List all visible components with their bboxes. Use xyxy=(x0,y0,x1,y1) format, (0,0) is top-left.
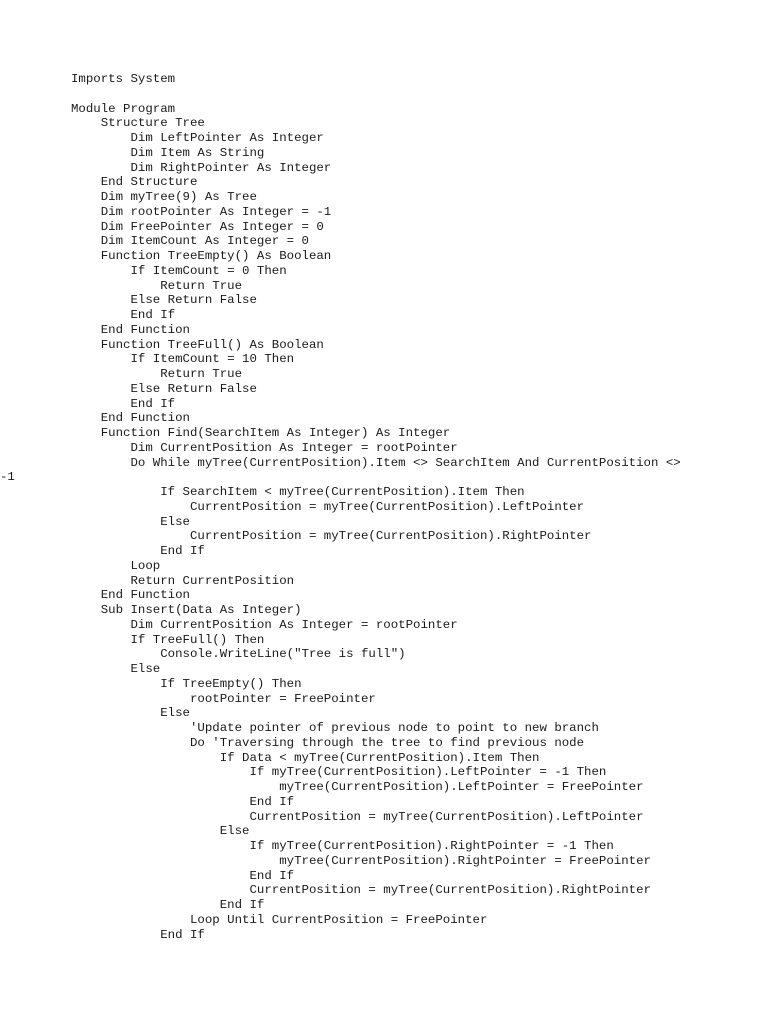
code-line: End If xyxy=(71,868,295,883)
code-line: CurrentPosition = myTree(CurrentPosition).LeftPointer xyxy=(71,809,644,824)
code-line: Imports System xyxy=(71,72,176,86)
code-line xyxy=(71,87,681,102)
code-line: Else xyxy=(71,824,250,839)
code-line: If Data < myTree(CurrentPosition).Item Then xyxy=(71,750,540,765)
code-line: CurrentPosition = myTree(CurrentPosition).LeftPointer xyxy=(71,499,585,514)
code-line: myTree(CurrentPosition).RightPointer = FreePointer xyxy=(71,853,651,868)
code-line: myTree(CurrentPosition).LeftPointer = FreePointer xyxy=(71,780,644,794)
code-line: If ItemCount = 0 Then xyxy=(71,263,287,278)
code-line: Do While myTree(CurrentPosition).Item <> SearchItem And CurrentPosition <> xyxy=(71,455,681,470)
code-line: Module Program xyxy=(71,101,176,116)
code-line: If myTree(CurrentPosition).RightPointer = -1 Then xyxy=(71,839,614,853)
code-line: Else xyxy=(71,706,190,721)
code-line: CurrentPosition = myTree(CurrentPosition).RightPointer xyxy=(71,529,592,544)
code-line: Return CurrentPosition xyxy=(71,573,295,588)
code-line-wrapped: -1 xyxy=(0,470,15,485)
code-line: If TreeEmpty() Then xyxy=(71,676,302,691)
code-line: If SearchItem < myTree(CurrentPosition).Item Then xyxy=(71,485,525,499)
code-line: 'Update pointer of previous node to point to new branch xyxy=(71,721,599,735)
code-line: End If xyxy=(71,927,205,942)
code-line: Return True xyxy=(71,367,243,381)
code-line: Dim rootPointer As Integer = -1 xyxy=(71,204,332,219)
code-line: CurrentPosition = myTree(CurrentPosition).RightPointer xyxy=(71,883,651,898)
code-line: Structure Tree xyxy=(71,116,205,131)
code-line: End Function xyxy=(71,588,190,603)
code-line: If myTree(CurrentPosition).LeftPointer = -1 Then xyxy=(71,765,607,780)
code-line: End Function xyxy=(71,322,190,337)
code-line: End Function xyxy=(71,411,190,426)
code-line: Loop xyxy=(71,558,161,573)
code-line: Dim ItemCount As Integer = 0 xyxy=(71,234,309,249)
code-line: Else xyxy=(71,514,190,529)
code-line: End If xyxy=(71,544,205,558)
code-line: End If xyxy=(71,898,265,912)
code-line: Sub Insert(Data As Integer) xyxy=(71,603,302,617)
code-line: Dim FreePointer As Integer = 0 xyxy=(71,219,324,234)
code-line: Else Return False xyxy=(71,381,257,396)
code-line: Dim myTree(9) As Tree xyxy=(71,190,257,204)
code-line: rootPointer = FreePointer xyxy=(71,691,376,706)
code-listing xyxy=(0,72,681,942)
code-line: Return True xyxy=(71,278,243,293)
code-line: Do 'Traversing through the tree to find previous node xyxy=(71,735,585,750)
code-line: End Structure xyxy=(71,175,198,190)
code-line: Dim LeftPointer As Integer xyxy=(71,131,324,145)
code-line: End If xyxy=(71,794,295,809)
code-line: If TreeFull() Then xyxy=(71,632,265,647)
code-line: Else xyxy=(71,662,161,676)
code-line: Dim Item As String xyxy=(71,145,265,160)
code-line: Dim RightPointer As Integer xyxy=(71,160,332,175)
code-line: Function TreeFull() As Boolean xyxy=(71,337,324,352)
code-line: Dim CurrentPosition As Integer = rootPointer xyxy=(71,617,458,632)
code-line: If ItemCount = 10 Then xyxy=(71,352,295,367)
code-line: Function Find(SearchItem As Integer) As Integer xyxy=(71,426,451,440)
code-line: End If xyxy=(71,308,176,322)
code-line: Loop Until CurrentPosition = FreePointer xyxy=(71,912,488,927)
code-line: Else Return False xyxy=(71,293,257,308)
code-line: Function TreeEmpty() As Boolean xyxy=(71,249,332,263)
code-line: Console.WriteLine("Tree is full") xyxy=(71,647,406,662)
code-line: End If xyxy=(71,396,176,411)
code-line: Dim CurrentPosition As Integer = rootPointer xyxy=(71,440,458,455)
